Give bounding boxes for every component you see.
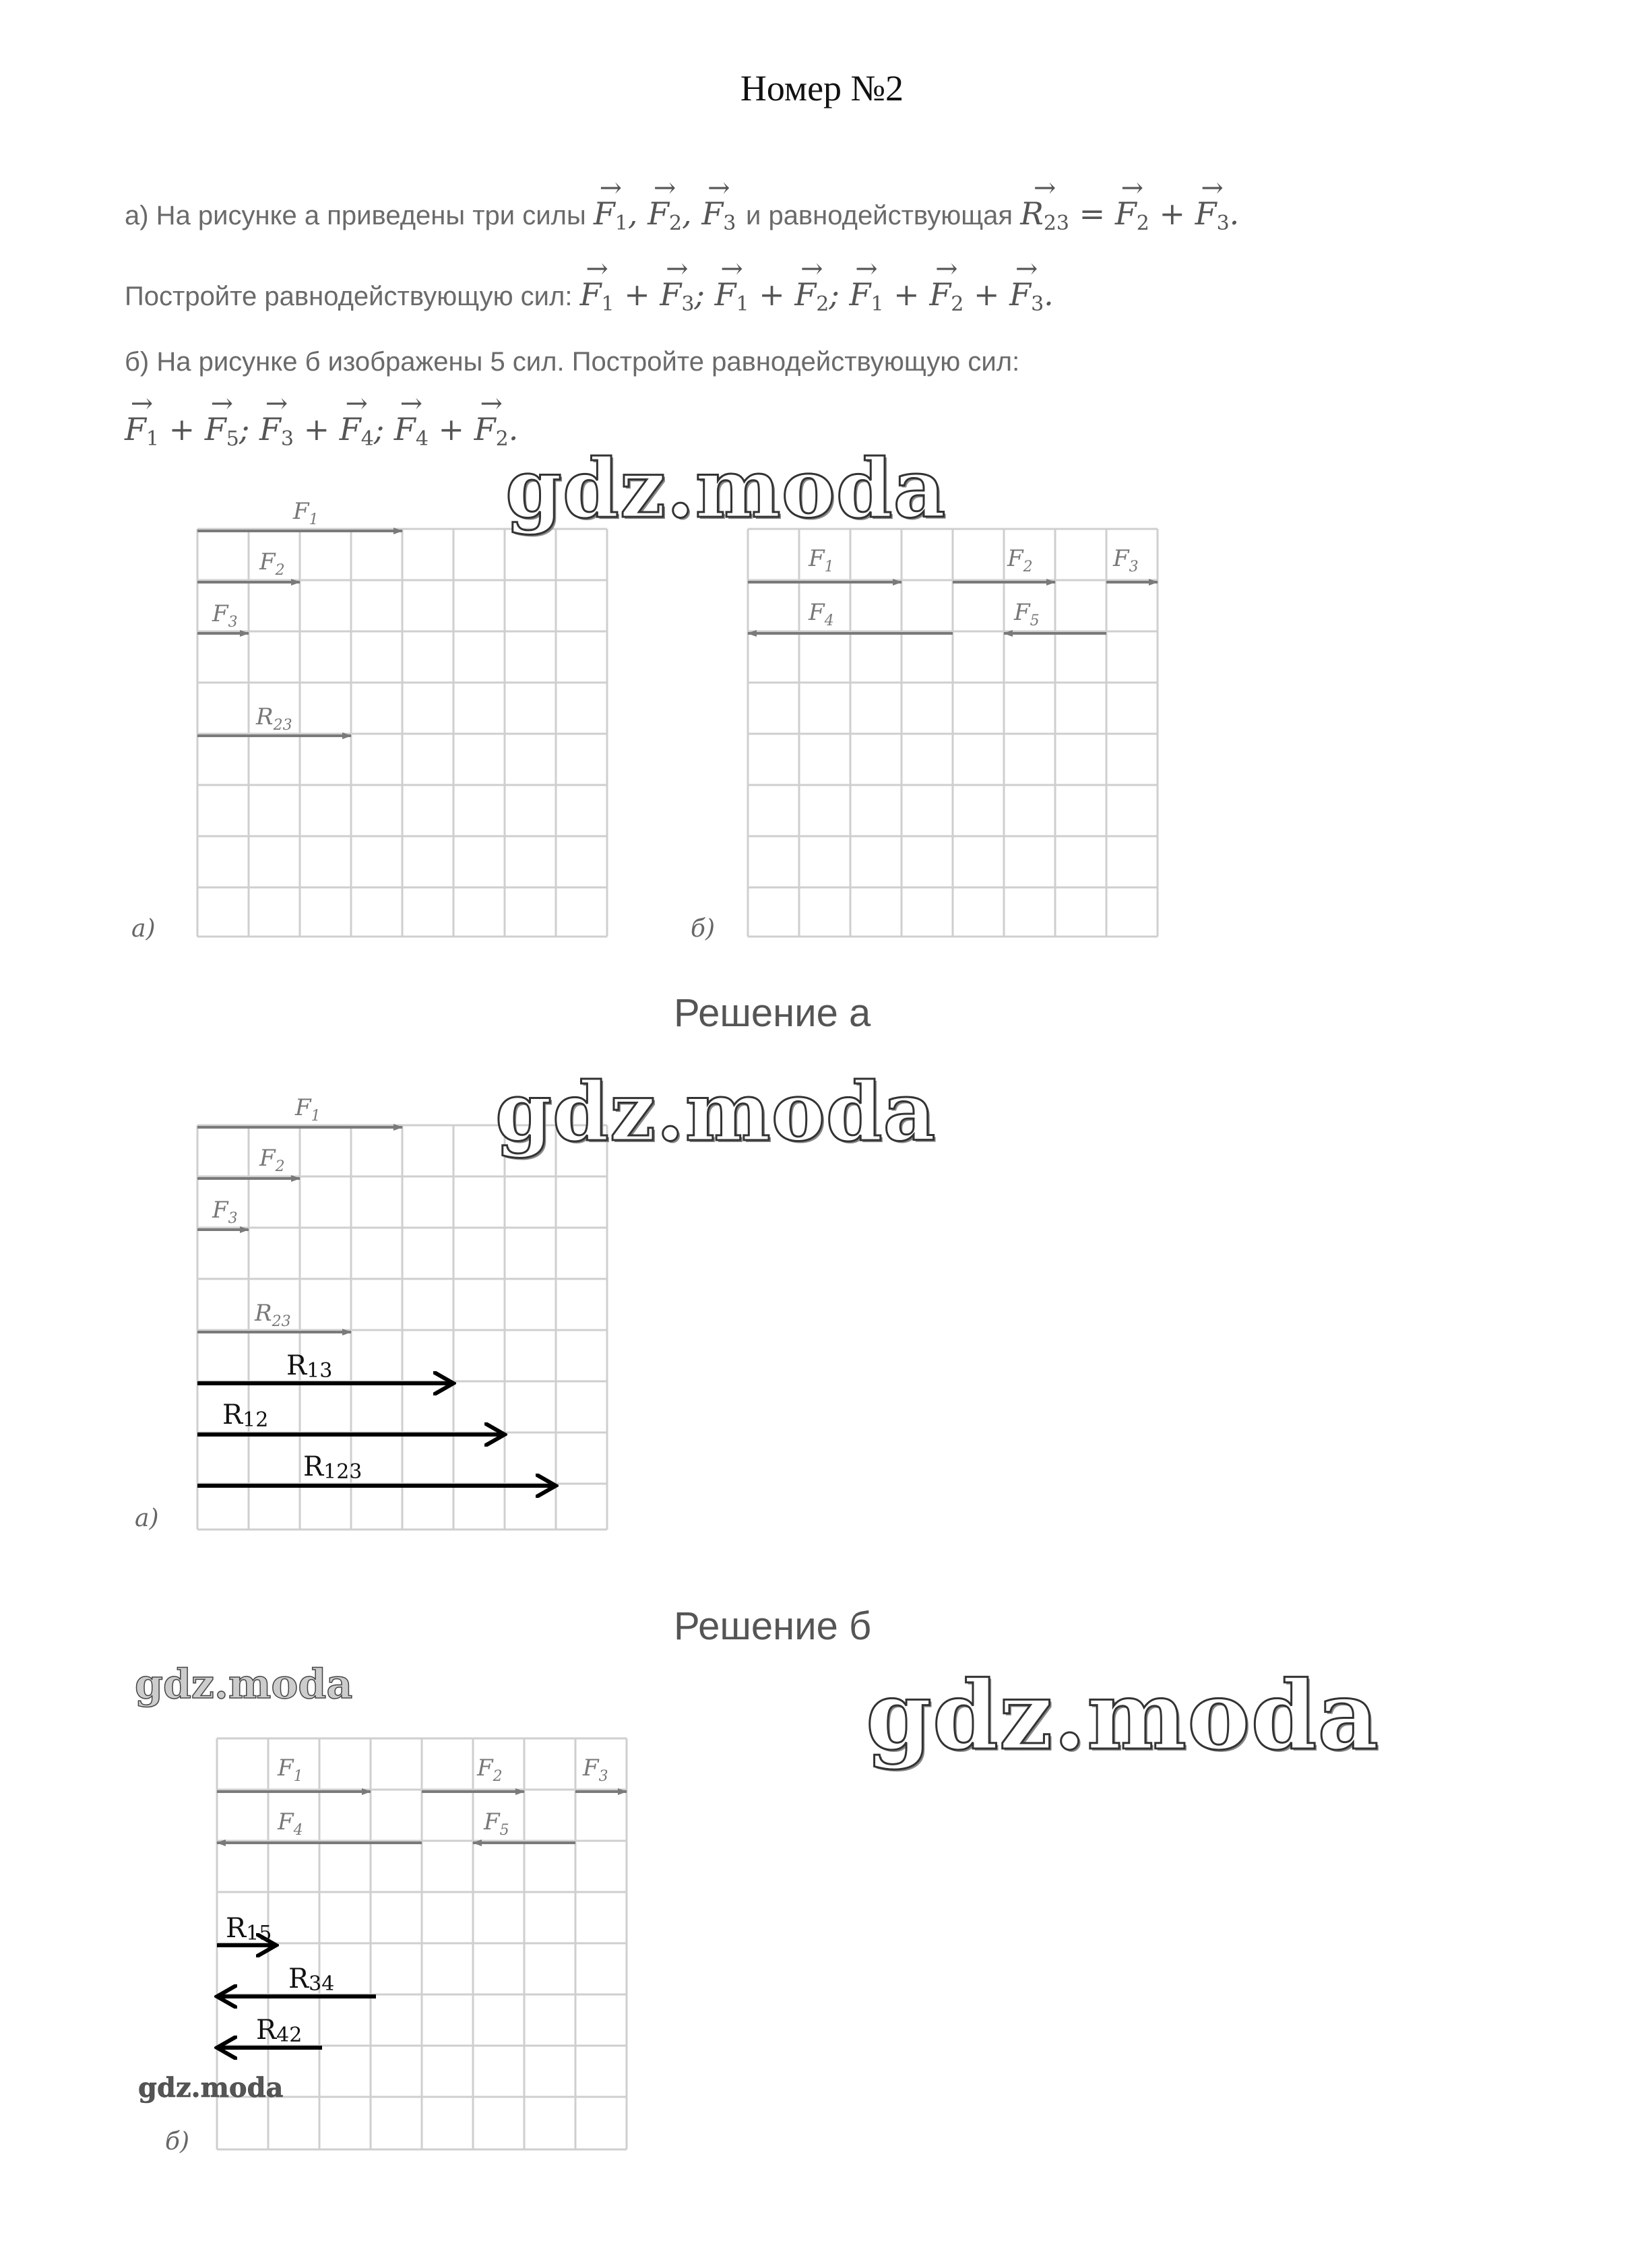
label-f4: $F_4$	[809, 599, 834, 629]
label-f3: $F_3$	[1113, 545, 1139, 575]
page-title: Номер №2	[740, 68, 904, 108]
label-f5: $F_5$	[484, 1808, 509, 1839]
problem-line-b-math	[125, 411, 518, 451]
figure-b-problem	[687, 478, 1240, 964]
watermark-small: gdz.moda	[138, 2072, 284, 2104]
figure-b-label: б)	[165, 2128, 190, 2155]
math-r23-equation: → $R_{23}$ = → $F_2$ + → $F_3$.	[1020, 195, 1239, 232]
label-f2: $F_2$	[1007, 545, 1033, 575]
solution-a-heading: Решение а	[674, 991, 871, 1035]
watermark: gdz.moda	[866, 1661, 1380, 1771]
label-f2: $F_2$	[259, 1145, 285, 1175]
grid-a	[197, 529, 607, 937]
label-f5: $F_5$	[1014, 599, 1040, 629]
grid-a-solution	[197, 1125, 607, 1530]
label-r34: R34	[288, 1963, 335, 1996]
label-r15: R15	[226, 1913, 272, 1945]
figure-a-label: а)	[135, 1505, 159, 1532]
grid-b	[748, 529, 1158, 937]
problem-line2-prefix: Постройте равнодействующую сил:	[125, 282, 573, 311]
label-f1: $F_1$	[278, 1755, 303, 1785]
math-forces-list: → $F_1$, → $F_2$, → $F_3$	[594, 195, 746, 232]
problem-line-b: б) На рисунке б изображены 5 сил. Постройте равнодействующую сил:	[125, 347, 1020, 377]
label-f3: $F_3$	[212, 600, 238, 631]
problem-line-a	[125, 195, 1239, 235]
watermark: gdz.moda	[505, 441, 947, 536]
problem-a-prefix: а) На рисунке а приведены три силы	[125, 201, 586, 230]
label-f2: $F_2$	[477, 1755, 503, 1785]
label-r13: R13	[286, 1350, 333, 1383]
label-f3: $F_3$	[212, 1197, 238, 1227]
label-f1: $F_1$	[293, 498, 319, 528]
label-r23: $R_{23}$	[256, 703, 292, 734]
label-f1: $F_1$	[809, 545, 834, 575]
label-f3: $F_3$	[583, 1755, 608, 1785]
label-f4: $F_4$	[278, 1808, 303, 1839]
watermark-small: gdz.moda	[135, 1661, 353, 1708]
label-r123: R123	[303, 1451, 362, 1484]
figure-b-solution	[135, 1725, 721, 2197]
figure-a-label: а)	[131, 915, 156, 943]
watermark: gdz.moda	[495, 1065, 937, 1160]
label-f1: $F_1$	[295, 1094, 321, 1125]
math-sums-a: → $F_1$ + → $F_3$; → $F_1$ + → $F_2$; → $F_1$ + → $F_2$ + → $F_3$.	[580, 276, 1054, 313]
label-f2: $F_2$	[259, 548, 285, 579]
label-r12: R12	[222, 1399, 269, 1432]
figure-b-label: б)	[691, 915, 716, 943]
problem-line-2	[125, 276, 1054, 316]
problem-a-mid: и равнодействующая	[745, 201, 1013, 230]
figure-a-problem	[121, 478, 633, 964]
math-sums-b: → $F_1$ + → $F_5$; → $F_3$ + → $F_4$; → $F_4$ + → $F_2$.	[125, 411, 518, 447]
label-r23: $R_{23}$	[255, 1300, 291, 1330]
label-r42: R42	[256, 2015, 303, 2047]
solution-b-heading: Решение б	[674, 1604, 872, 1648]
